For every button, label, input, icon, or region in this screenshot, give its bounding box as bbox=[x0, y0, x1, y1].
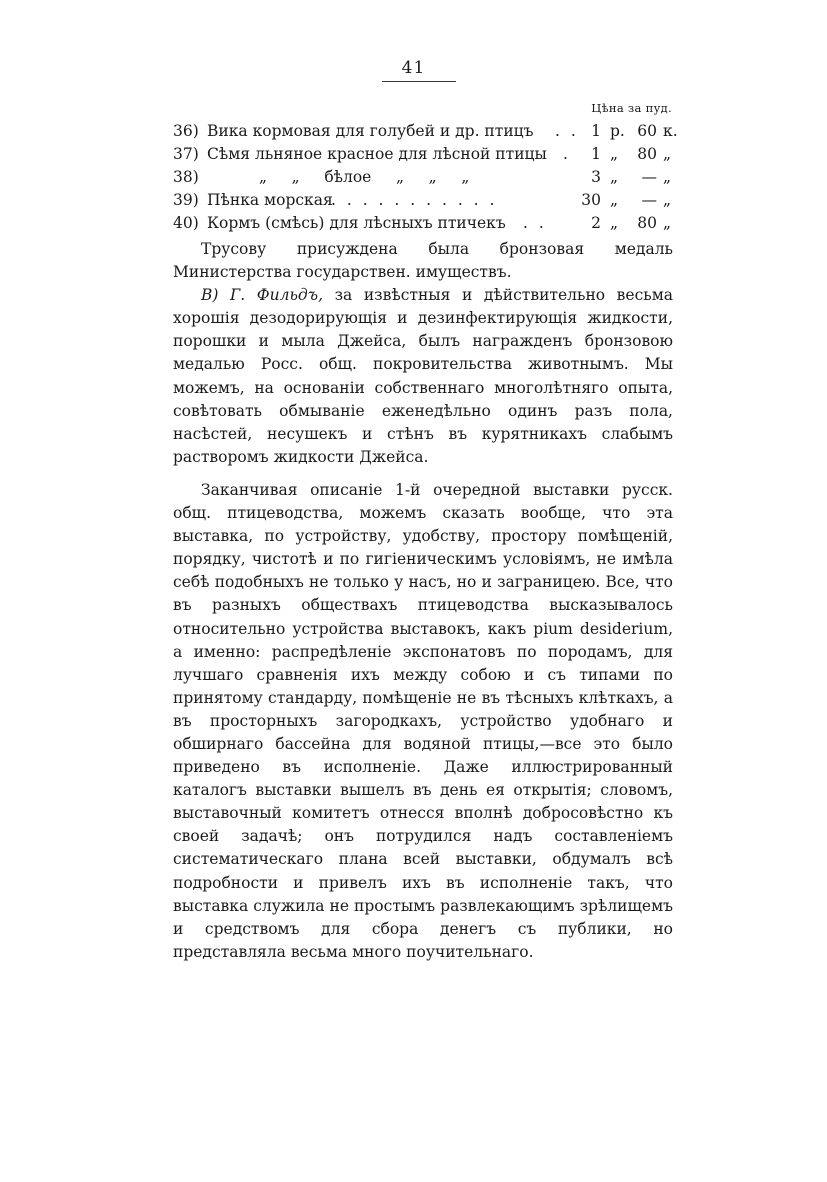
price-row bbox=[173, 120, 678, 143]
paragraph-field-text: за извѣстныя и дѣйствительно весьма хорошія дезодорирующія и дезинфектирующія жидкости, порошки и мыла Джейса, былъ награжденъ бронзовою медалью Росс. общ. покровительства животнымъ. Мы можемъ, на основаніи собственнаго многолѣтняго опыта, совѣтовать обмываніе еженедѣльно одинъ разъ пола, насѣстей, несушекъ и стѣнъ въ курятникахъ слабымъ растворомъ жидкости Джейса. bbox=[173, 286, 673, 466]
price-row bbox=[173, 166, 673, 189]
price-kopecks-unit: „ bbox=[663, 168, 672, 186]
price-kopecks-unit: к. bbox=[663, 122, 678, 140]
page-number: 41 bbox=[401, 58, 426, 78]
item-name: Пѣнка морская bbox=[207, 191, 333, 209]
price-kopecks: 80 bbox=[637, 145, 657, 163]
paragraph-field bbox=[173, 284, 673, 469]
item-number: 39) bbox=[173, 191, 199, 209]
item-number: 40) bbox=[173, 214, 199, 232]
price-row bbox=[173, 143, 673, 166]
price-rubles-unit: „ bbox=[610, 168, 619, 186]
price-kopecks: 60 bbox=[637, 122, 657, 140]
price-column-header: Цѣна за пуд. bbox=[591, 101, 672, 115]
item-name: „ „ бѣлое „ „ „ bbox=[259, 168, 470, 186]
item-number: 38) bbox=[173, 168, 199, 186]
leader-dots: . . bbox=[555, 122, 579, 140]
item-number: 37) bbox=[173, 145, 199, 163]
item-name: Вика кормовая для голубей и др. птицъ bbox=[207, 122, 534, 140]
leader-dots: . . . . . . . . . . . bbox=[331, 191, 498, 209]
item-number: 36) bbox=[173, 122, 199, 140]
price-kopecks-unit: „ bbox=[663, 214, 672, 232]
price-rubles: 1 bbox=[591, 122, 601, 140]
item-name: Кормъ (смѣсь) для лѣсныхъ птичекъ bbox=[207, 214, 506, 232]
price-rubles-unit: „ bbox=[610, 214, 619, 232]
page-number-rule bbox=[382, 81, 456, 82]
price-rubles-unit: „ bbox=[610, 191, 619, 209]
price-row bbox=[173, 212, 673, 235]
price-rubles: 1 bbox=[591, 145, 601, 163]
price-kopecks-unit: „ bbox=[663, 191, 672, 209]
price-kopecks: — bbox=[641, 168, 657, 186]
price-row bbox=[173, 189, 673, 212]
price-rubles-unit: „ bbox=[610, 145, 619, 163]
item-name: Сѣмя льняное красное для лѣсной птицы bbox=[207, 145, 547, 163]
price-rubles: 2 bbox=[591, 214, 601, 232]
price-kopecks-unit: „ bbox=[663, 145, 672, 163]
leader-dots: . bbox=[563, 145, 571, 163]
paragraph-award-trusov: Трусову присуждена была бронзовая медаль Министерства государствен. имуществъ. bbox=[173, 240, 673, 282]
price-rubles-unit: р. bbox=[610, 122, 625, 140]
price-kopecks: 80 bbox=[637, 214, 657, 232]
price-rubles: 30 bbox=[581, 191, 601, 209]
paragraph-conclusion: Заканчивая описаніе 1-й очередной выставки русск. общ. птицеводства, можемъ сказать вообще, что эта выставка, по устройству, удобству, простору помѣщеній, порядку, чистотѣ и по гигіеническимъ условіямъ, не имѣла себѣ подобныхъ не только у насъ, но и заграницею. Все, что въ разныхъ обществахъ птицеводства высказывалось относительно устройства выставокъ, какъ pium desiderium, а именно: распредѣленіе экспонатовъ по породамъ, для лучшаго сравненія ихъ между собою и съ типами по принятому стандарду, помѣщеніе не въ тѣсныхъ клѣткахъ, а въ просторныхъ загородкахъ, устройство удобнаго и обширнаго бассейна для водяной птицы,—все это было приведено въ исполненіе. Даже иллюстрированный каталогъ выставки вышелъ въ день ея открытія; словомъ, выставочный комитетъ отнесся вполнѣ добросовѣстно къ своей задачѣ; онъ потрудился надъ составленіемъ систематическаго плана всей выставки, обдумалъ всѣ подробности и привелъ ихъ въ исполненіе такъ, что выставка служила не простымъ развлекающимъ зрѣлищемъ и средствомъ для сбора денегъ съ публики, но представляла весьма много поучительнаго. bbox=[173, 480, 673, 961]
price-rubles: 3 bbox=[591, 168, 601, 186]
price-kopecks: — bbox=[641, 191, 657, 209]
paragraph-lead: В) Г. Фильдъ, bbox=[201, 286, 324, 305]
body-text bbox=[173, 238, 673, 964]
leader-dots: . . bbox=[523, 214, 547, 232]
price-list bbox=[173, 120, 678, 235]
